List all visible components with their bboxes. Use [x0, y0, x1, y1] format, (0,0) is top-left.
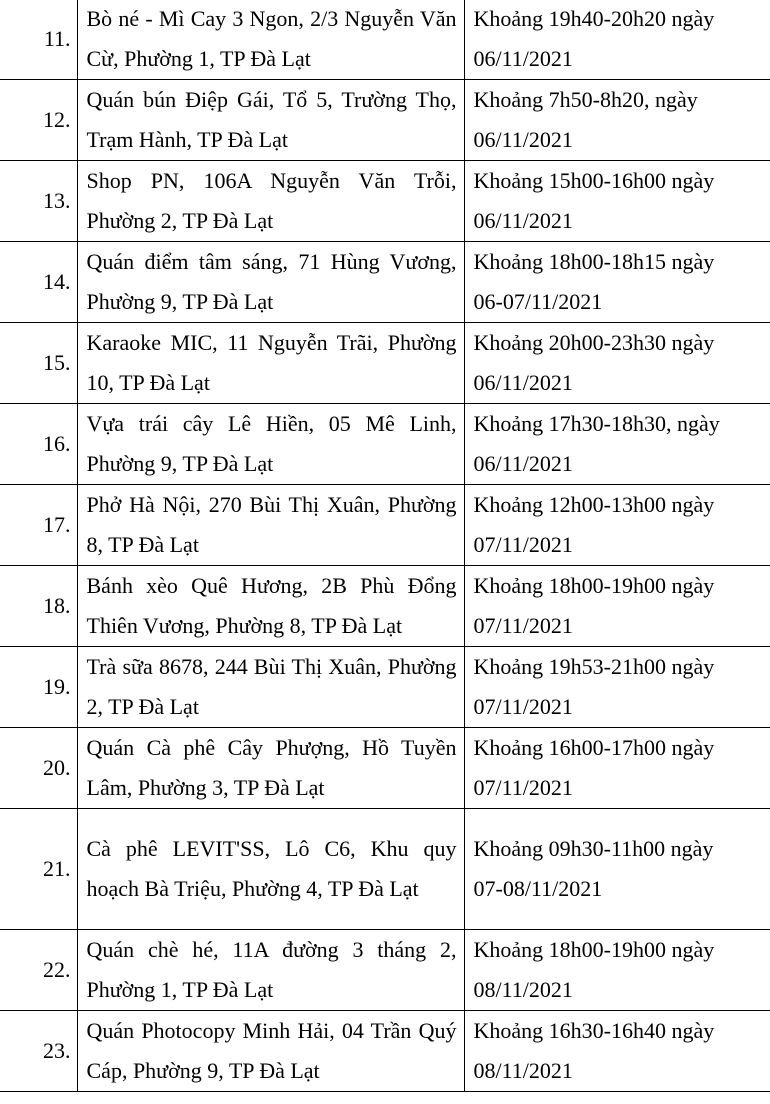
row-number: 12. — [0, 80, 77, 161]
row-number: 16. — [0, 404, 77, 485]
table-row — [0, 161, 770, 242]
location-cell: Phở Hà Nội, 270 Bùi Thị Xuân, Phường 8, TP Đà Lạt — [77, 485, 464, 566]
table-row — [0, 485, 770, 566]
location-cell: Quán bún Điệp Gái, Tổ 5, Trường Thọ, Trạm Hành, TP Đà Lạt — [77, 80, 464, 161]
time-range: Khoảng 16h00-17h00 ngày — [473, 735, 715, 760]
time-date: 07/11/2021 — [473, 532, 573, 557]
row-number: 22. — [0, 930, 77, 1011]
location-cell: Quán Cà phê Cây Phượng, Hồ Tuyền Lâm, Phường 3, TP Đà Lạt — [77, 728, 464, 809]
row-number: 11. — [0, 0, 77, 80]
time-cell — [464, 404, 770, 485]
time-date: 06-07/11/2021 — [473, 289, 603, 314]
time-range: Khoảng 20h00-23h30 ngày — [473, 330, 715, 355]
time-date: 06/11/2021 — [473, 46, 573, 71]
time-cell — [464, 1011, 770, 1092]
row-number: 14. — [0, 242, 77, 323]
table-row — [0, 242, 770, 323]
time-cell — [464, 80, 770, 161]
time-date: 07/11/2021 — [473, 694, 573, 719]
time-date: 08/11/2021 — [473, 977, 573, 1002]
time-cell — [464, 728, 770, 809]
location-cell: Quán điểm tâm sáng, 71 Hùng Vương, Phường 9, TP Đà Lạt — [77, 242, 464, 323]
table-row — [0, 647, 770, 728]
location-cell: Trà sữa 8678, 244 Bùi Thị Xuân, Phường 2, TP Đà Lạt — [77, 647, 464, 728]
time-cell — [464, 809, 770, 930]
location-cell: Quán Photocopy Minh Hải, 04 Trần Quý Cáp, Phường 9, TP Đà Lạt — [77, 1011, 464, 1092]
row-number: 18. — [0, 566, 77, 647]
time-date: 07-08/11/2021 — [473, 876, 603, 901]
time-cell — [464, 485, 770, 566]
time-cell — [464, 647, 770, 728]
time-range: Khoảng 15h00-16h00 ngày — [473, 168, 715, 193]
time-cell — [464, 242, 770, 323]
row-number: 23. — [0, 1011, 77, 1092]
time-range: Khoảng 16h30-16h40 ngày — [473, 1018, 715, 1043]
location-cell: Shop PN, 106A Nguyễn Văn Trỗi, Phường 2, TP Đà Lạt — [77, 161, 464, 242]
time-range: Khoảng 19h53-21h00 ngày — [473, 654, 715, 679]
time-range: Khoảng 12h00-13h00 ngày — [473, 492, 715, 517]
time-cell — [464, 161, 770, 242]
table-row — [0, 323, 770, 404]
time-range: Khoảng 09h30-11h00 ngày — [473, 836, 714, 861]
time-date: 06/11/2021 — [473, 208, 573, 233]
table-row — [0, 1011, 770, 1092]
location-cell: Bánh xèo Quê Hương, 2B Phù Đổng Thiên Vương, Phường 8, TP Đà Lạt — [77, 566, 464, 647]
time-date: 06/11/2021 — [473, 127, 573, 152]
time-date: 07/11/2021 — [473, 613, 573, 638]
time-range: Khoảng 18h00-19h00 ngày — [473, 573, 715, 598]
time-range: Khoảng 7h50-8h20, ngày — [473, 87, 698, 112]
table-row — [0, 404, 770, 485]
time-date: 08/11/2021 — [473, 1058, 573, 1083]
table-row — [0, 566, 770, 647]
row-number: 13. — [0, 161, 77, 242]
time-cell — [464, 0, 770, 80]
table-row — [0, 0, 770, 80]
time-cell — [464, 323, 770, 404]
location-cell: Vựa trái cây Lê Hiền, 05 Mê Linh, Phường 9, TP Đà Lạt — [77, 404, 464, 485]
row-number: 20. — [0, 728, 77, 809]
location-cell: Bò né - Mì Cay 3 Ngon, 2/3 Nguyễn Văn Cừ, Phường 1, TP Đà Lạt — [77, 0, 464, 80]
time-date: 06/11/2021 — [473, 370, 573, 395]
row-number: 19. — [0, 647, 77, 728]
time-range: Khoảng 18h00-18h15 ngày — [473, 249, 715, 274]
time-cell — [464, 930, 770, 1011]
time-range: Khoảng 18h00-19h00 ngày — [473, 937, 715, 962]
time-cell — [464, 566, 770, 647]
row-number: 17. — [0, 485, 77, 566]
table-row — [0, 809, 770, 930]
time-range: Khoảng 17h30-18h30, ngày — [473, 411, 720, 436]
row-number: 15. — [0, 323, 77, 404]
time-date: 07/11/2021 — [473, 775, 573, 800]
row-number: 21. — [0, 809, 77, 930]
time-range: Khoảng 19h40-20h20 ngày — [473, 6, 715, 31]
location-cell: Quán chè hé, 11A đường 3 tháng 2, Phường 1, TP Đà Lạt — [77, 930, 464, 1011]
table-row — [0, 728, 770, 809]
location-cell: Cà phê LEVIT'SS, Lô C6, Khu quy hoạch Bà Triệu, Phường 4, TP Đà Lạt — [77, 809, 464, 930]
time-date: 06/11/2021 — [473, 451, 573, 476]
table-row — [0, 930, 770, 1011]
location-cell: Karaoke MIC, 11 Nguyễn Trãi, Phường 10, TP Đà Lạt — [77, 323, 464, 404]
table-row — [0, 80, 770, 161]
